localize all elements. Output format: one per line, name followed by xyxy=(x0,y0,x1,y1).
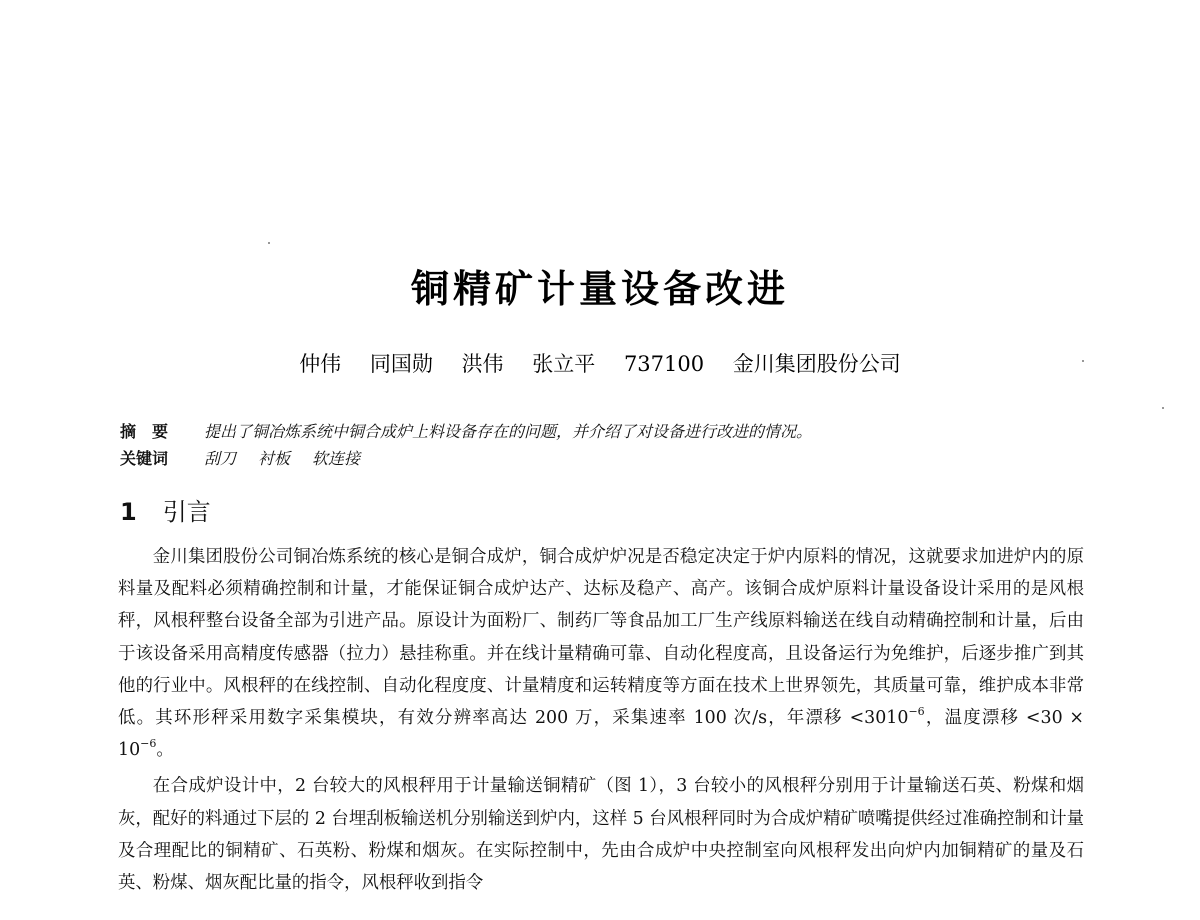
abstract-label: 摘 要 xyxy=(120,422,169,441)
keywords-line xyxy=(120,445,1080,472)
author-name: 仲伟 xyxy=(299,352,342,376)
keyword: 软连接 xyxy=(312,449,361,468)
author-name: 张立平 xyxy=(532,352,596,376)
body-text xyxy=(118,541,1084,903)
abstract-line xyxy=(120,418,1080,445)
section-number: 1 xyxy=(120,498,137,526)
section-heading xyxy=(120,492,211,527)
paragraph-text: 在合成炉设计中，2 台较大的风根秤用于计量输送铜精矿（图 1），3 台较小的风根秤分别用于计量输送石英、粉煤和烟灰，配好的料通过下层的 2 台埋刮板输送机分别输送到炉内，这样 5 台风根秤同时为合成炉精矿喷嘴提供经过准确控制和计量及合理配比的铜精矿、石英粉、粉煤和烟灰。在实际控制中，先由合成炉中央控制室向风根秤发出向炉内加铜精矿的量及石英、粉煤、烟灰配比量的指令，风根秤收到指令 xyxy=(118,776,1084,894)
paragraph xyxy=(118,541,1084,766)
postal-code: 737100 xyxy=(623,352,705,376)
author-name: 洪伟 xyxy=(461,352,504,376)
superscript: −6 xyxy=(908,705,925,719)
abstract-text: 提出了铜冶炼系统中铜合成炉上料设备存在的问题，并介绍了对设备进行改进的情况。 xyxy=(204,422,813,441)
paragraph-text: 金川集团股份公司铜冶炼系统的核心是铜合成炉，铜合成炉炉况是否稳定决定于炉内原料的情况，这就要求加进炉内的原料量及配料必须精确控制和计量，才能保证铜合成炉达产、达标及稳产、高产。该铜合成炉原料计量设备设计采用的是风根秤，风根秤整台设备全部为引进产品。原设计为面粉厂、制药厂等食品加工厂生产线原料输送在线自动精确控制和计量，后由于该设备采用高精度传感器（拉力）悬挂称重。并在线计量精确可靠、自动化程度高，且设备运行为免维护，后逐步推广到其他的行业中。风根秤的在线控制、自动化程度度、计量精度和运转精度等方面在技术上世界领先，其质量可靠，维护成本非常低。其环形秤采用数字采集模块，有效分辨率高达 200 万，采集速率 100 次/s，年漂移 <3010 xyxy=(118,547,1084,729)
scan-speck xyxy=(1162,407,1164,409)
keyword: 刮刀 xyxy=(204,449,237,468)
paper-title: 铜精矿计量设备改进 xyxy=(410,267,789,311)
abstract-block xyxy=(120,418,1080,472)
paragraph xyxy=(118,770,1084,899)
scan-speck xyxy=(268,242,270,244)
superscript: −6 xyxy=(140,737,157,751)
paragraph-text: 。 xyxy=(156,740,174,761)
keywords-label: 关键词 xyxy=(120,449,169,468)
paragraph-text: ，温度漂移 <30 × 10 xyxy=(118,708,1084,761)
keyword: 衬板 xyxy=(258,449,291,468)
author-name: 同国勋 xyxy=(369,352,433,376)
section-title: 引言 xyxy=(162,498,211,526)
affiliation: 金川集团股份公司 xyxy=(732,352,901,376)
author-line xyxy=(0,348,1200,378)
